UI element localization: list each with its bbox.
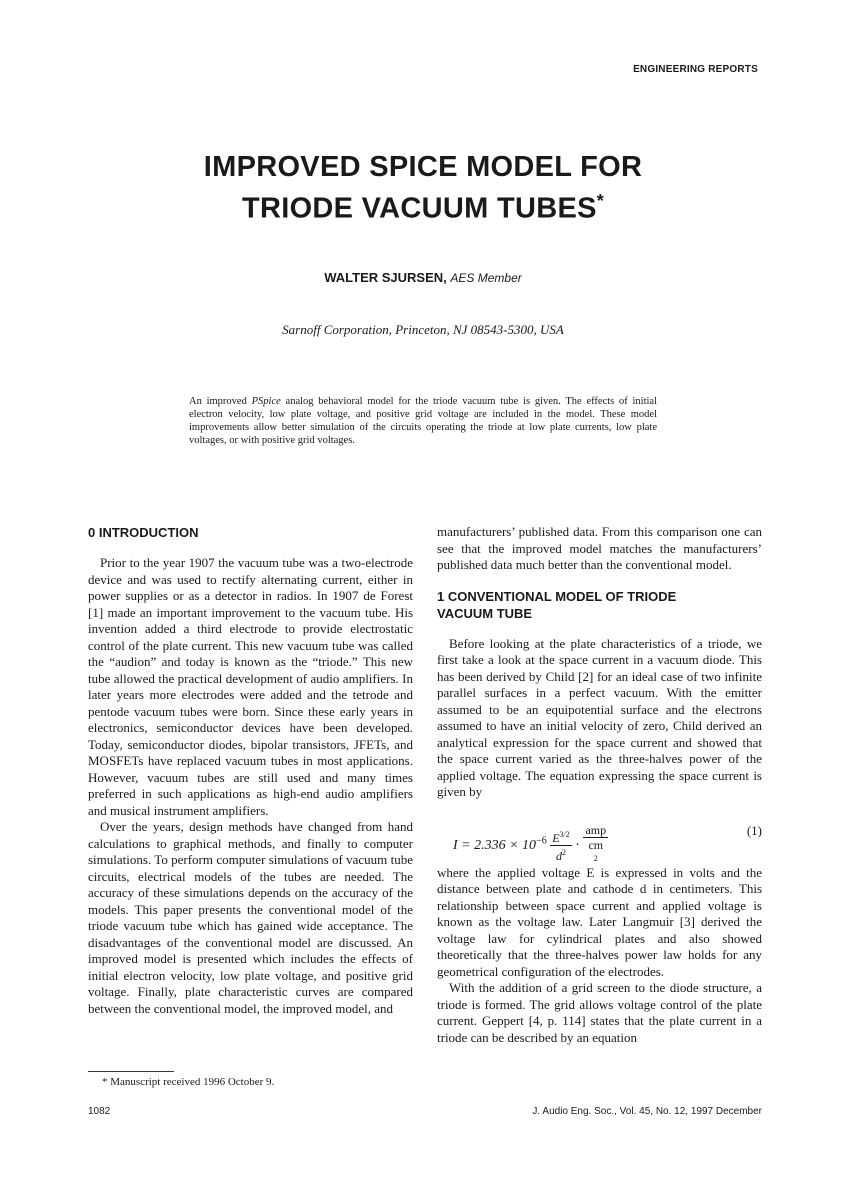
section-1-paragraph-3: With the addition of a grid screen to the diode structure, a triode is formed. The grid allows voltage control of the plate current. Geppert [4, p. 114] states that the plate current in a triode can be described by an equation: [437, 980, 762, 1045]
section-1-heading: [437, 588, 762, 622]
footnote: * Manuscript received 1996 October 9.: [102, 1076, 275, 1088]
abstract-emphasis: PSpice: [251, 396, 281, 407]
equation-1-denominator: [550, 846, 572, 863]
footnote-rule: [88, 1071, 174, 1072]
equation-1-num-var: E: [552, 831, 560, 845]
section-1-paragraph-1: Before looking at the plate characteristics of a triode, we first take a look at the space current in a vacuum diode. This has been derived by Child [2] for an ideal case of two infinite parallel surfaces in a perfect vacuum. With the emitter assumed to be an equipotential surface and the electrons assumed to have an initial velocity of zero, Child derived an analytical expression for the space current and showed that the space current varied as the three-halves power of the applied voltage. The equation expressing the space current is given by: [437, 635, 762, 799]
section-1-heading-line-1: 1 CONVENTIONAL MODEL OF TRIODE: [437, 588, 677, 604]
abstract-post: analog behavioral model for the triode vacuum tube is given. The effects of initial electron velocity, low plate voltage, and positive grid voltage are included in the model. These model improvements allow better simulation of the circuits operating the triode at low plate currents, low plate voltages, or with positive grid voltages.: [189, 396, 658, 446]
intro-heading: 0 INTRODUCTION: [88, 525, 199, 540]
right-column: [437, 524, 762, 1046]
running-header: ENGINEERING REPORTS: [633, 64, 758, 75]
equation-1-unit-den: [583, 838, 608, 869]
equation-1-unit-den-exp: 2: [593, 853, 598, 863]
title-line-2-text: TRIODE VACUUM TUBES: [241, 192, 597, 225]
equation-1-num-exp: 3/2: [559, 830, 570, 839]
equation-1: [437, 813, 762, 863]
title-line-1: IMPROVED SPICE MODEL FOR: [203, 151, 643, 183]
affiliation: Sarnoff Corporation, Princeton, NJ 08543-5300, USA: [282, 322, 564, 337]
equation-1-den-var: d: [555, 849, 562, 863]
paper-title: [0, 150, 846, 226]
equation-1-number: (1): [746, 822, 762, 838]
abstract-pre: An improved: [189, 396, 252, 407]
equation-1-fraction: [550, 828, 572, 863]
equation-1-unit-num: amp: [585, 822, 607, 837]
section-1-paragraph-2: where the applied voltage E is expressed in volts and the distance between plate and cathode d in centimeters. This relationship between space current and applied voltage is known as the voltage law. Later Langmuir [3] derived the voltage law for cylindrical plates and also showed theoretically that the three-halves power law holds for any geometrical configuration of the electrodes.: [437, 864, 762, 979]
author-name: WALTER SJURSEN,: [324, 270, 447, 285]
equation-1-numerator: [550, 828, 572, 846]
equation-1-expression: [453, 823, 608, 869]
equation-1-lhs: I = 2.336 × 10: [453, 837, 537, 853]
journal-citation: J. Audio Eng. Soc., Vol. 45, No. 12, 1997 December: [532, 1106, 762, 1117]
page-number: 1082: [88, 1106, 111, 1117]
equation-1-exp: −6: [536, 835, 547, 847]
intro-paragraph-2: Over the years, design methods have changed from hand calculations to graphical methods, and finally to computer simulations. To perform computer simulations of vacuum tube circuits, electrical models of the tubes are needed. The accuracy of these simulations depends on the accuracy of the models. This paper presents the conventional model of the triode vacuum tube which has gained wide acceptance. The disadvantages of the conventional model are discussed. An improved model is presented which includes the effects of initial electron velocity, low plate voltage, and positive grid voltage. Finally, plate characteristic curves are compared between the conventional model, the improved model, and: [88, 819, 413, 1016]
left-column: [88, 524, 413, 1017]
equation-1-den-exp: 2: [561, 848, 566, 857]
title-line-2: [0, 184, 846, 226]
equation-1-dot: ·: [575, 837, 580, 853]
intro-paragraph-1: Prior to the year 1907 the vacuum tube was a two-electrode device and was used to rectify alternating current, either in power supplies or as a detector in radios. In 1907 de Forest [1] made an important improvement to the vacuum tube. His invention added a third electrode to provide electrostatic control of the plate current. This new vacuum tube was called the “audion” and today is known as the “triode.” This new tube allowed the practical development of audio amplifiers. In later years more electrodes were added and the tetrode and pentode vacuum tubes were born. Since these early years in electronics, semiconductor devices have been developed. Today, semiconductor diodes, bipolar transistors, JFETs, and MOSFETs have replaced vacuum tubes in most applications. However, vacuum tubes are still used and many times preferred in such applications as high-end audio amplifiers and musical instrument amplifiers.: [88, 555, 413, 818]
intro-continuation: manufacturers’ published data. From this comparison one can see that the improved model matches the manufacturers’ published data much better than the conventional model.: [437, 524, 762, 572]
abstract: [189, 395, 657, 447]
section-1-heading-line-2: VACUUM TUBE: [437, 605, 533, 621]
title-footnote-mark: *: [596, 191, 605, 211]
equation-1-unit-den-text: cm: [588, 837, 604, 852]
author-line: [0, 270, 846, 285]
author-membership: AES Member: [450, 271, 522, 285]
equation-1-unit-fraction: [583, 823, 608, 869]
